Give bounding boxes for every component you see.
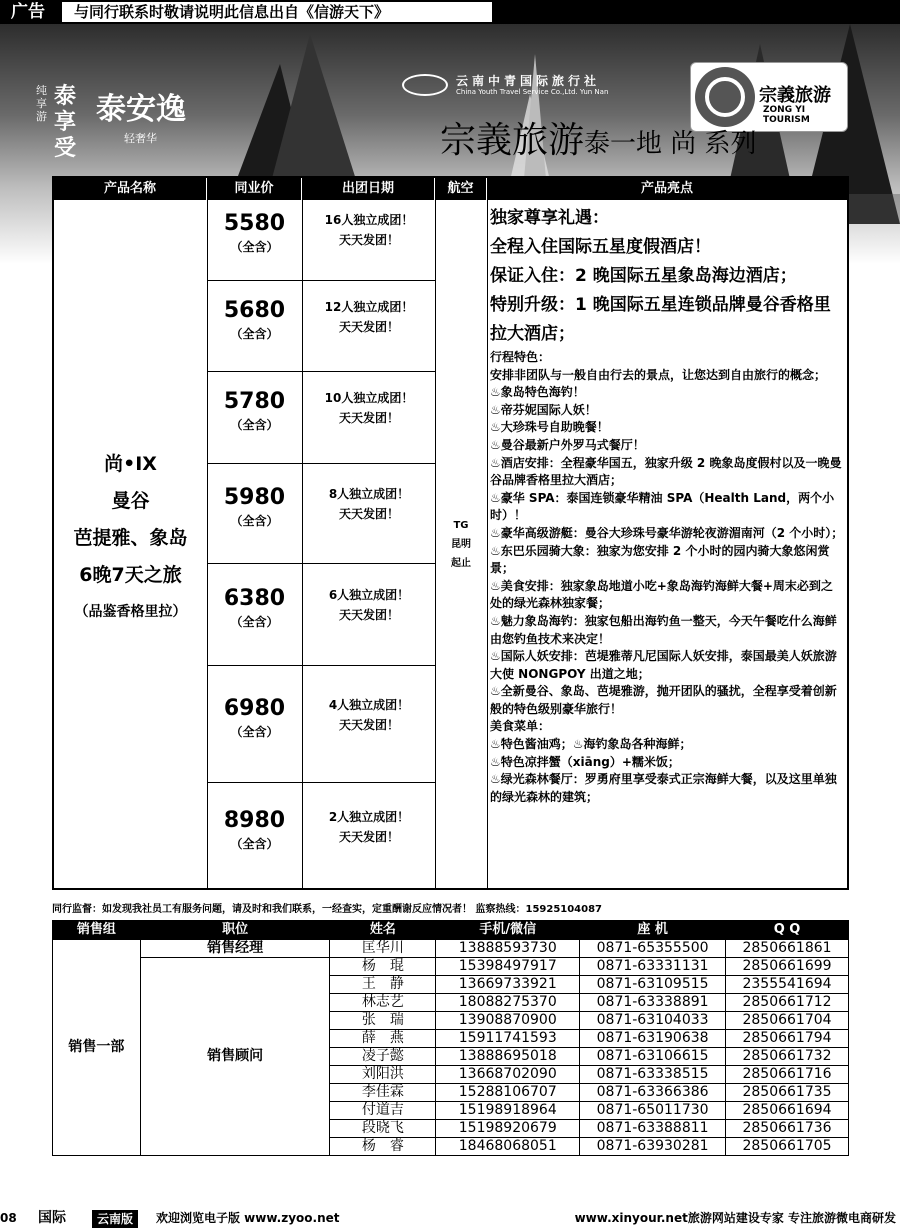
highlight-item: 美食菜单： (490, 719, 551, 734)
highlight-item: ♨豪华高级游艇：曼谷大珍珠号豪华游轮夜游湄南河（2 个小时）； (490, 525, 844, 540)
series-title (440, 112, 860, 160)
page-number: 08 (0, 1211, 17, 1225)
daily-departure: 天天发团！ (338, 320, 399, 334)
highlight-item: ♨全新曼谷、象岛、芭堤雅游，抛开团队的骚扰，全程享受着创新般的特色级别豪华旅行！ (490, 684, 837, 716)
series-sub: 泰一地 尚 系列 (584, 129, 757, 159)
highlight-major: 全程入住国际五星度假酒店！ (490, 237, 711, 257)
staff-name: 刘阳洪 (330, 1066, 436, 1084)
group-size: 6人独立成团！ (328, 588, 410, 602)
footer-section: 国际 (38, 1210, 66, 1226)
sales-dept: 销售一部 (53, 940, 141, 1156)
staff-name: 杨 睿 (330, 1138, 436, 1156)
staff-phone: 0871-63190638 (580, 1030, 726, 1048)
staff-qq: 2850661699 (726, 958, 849, 976)
departure-cell (304, 210, 434, 250)
staff-name: 李佳霖 (330, 1084, 436, 1102)
price-value: 6980 (223, 696, 286, 721)
departure-cell (304, 585, 434, 625)
logo-name-en: ZONG YI TOURISM (763, 105, 810, 125)
staff-phone: 0871-63388811 (580, 1120, 726, 1138)
highlight-item: ♨绿光森林餐厅：罗勇府里享受泰式正宗海鲜大餐，以及这里单独的绿光森林的建筑； (490, 772, 837, 804)
staff-name: 薛 燕 (330, 1030, 436, 1048)
staff-name: 段晓飞 (330, 1120, 436, 1138)
price-row (207, 280, 435, 371)
sub-brand-sub: 轻奢华 (124, 132, 157, 145)
staff-phone: 0871-63338891 (580, 994, 726, 1012)
staff-qq: 2850661736 (726, 1120, 849, 1138)
sub-brand-logo (96, 90, 196, 145)
daily-departure: 天天发团！ (338, 718, 399, 732)
group-size: 2人独立成团！ (328, 810, 410, 824)
group-size: 16人独立成团！ (324, 213, 414, 227)
staff-phone: 0871-63106615 (580, 1048, 726, 1066)
price-row (207, 665, 435, 782)
flight-city: 昆明 (451, 539, 471, 550)
staff-phone: 0871-63104033 (580, 1012, 726, 1030)
highlight-item: ♨国际人妖安排：芭堤雅蒂凡尼国际人妖安排，泰国最美人妖旅游大使 NONGPOY 出道之地； (490, 649, 837, 681)
highlight-item: ♨曼谷最新户外罗马式餐厅！ (490, 437, 645, 452)
footer-browse: 欢迎浏览电子版 www.zyoo.net (156, 1211, 340, 1225)
staff-name: 付道吉 (330, 1102, 436, 1120)
flight-airline: TG (453, 520, 469, 531)
page-footer (0, 1206, 900, 1230)
source-notice: 与同行联系时敬请说明此信息出自《信游天下》 (62, 2, 492, 22)
highlight-item: ♨大珍珠号自助晚餐！ (490, 420, 609, 435)
sales-header-cell: 座 机 (580, 921, 726, 940)
staff-qq: 2850661694 (726, 1102, 849, 1120)
staff-phone: 0871-63930281 (580, 1138, 726, 1156)
position-manager: 销售经理 (140, 940, 330, 958)
staff-qq: 2355541694 (726, 976, 849, 994)
price-cell (207, 297, 302, 342)
sub-brand-main: 泰安逸 (96, 92, 186, 127)
price-incl: （全含） (230, 240, 279, 254)
product-highlights (490, 204, 844, 806)
staff-name: 杨 琨 (330, 958, 436, 976)
departure-cell (304, 695, 434, 735)
group-size: 10人独立成团！ (324, 391, 414, 405)
staff-name: 匡华川 (330, 940, 436, 958)
footer-ad: www.xinyour.net旅游网站建设专家 专注旅游微电商研发 (574, 1211, 896, 1225)
product-city: 曼谷 (111, 490, 150, 512)
ad-tag: 广告 (11, 2, 45, 22)
price-value: 8980 (223, 808, 286, 833)
staff-qq: 2850661704 (726, 1012, 849, 1030)
product-table (52, 176, 849, 890)
product-days: 6晚7天之旅 (79, 564, 182, 586)
staff-mobile: 15398497917 (436, 958, 580, 976)
table-row (53, 940, 849, 958)
staff-mobile: 13888695018 (436, 1048, 580, 1066)
sales-header-cell: 手机/微信 (436, 921, 580, 940)
slogan-big: 泰享受 (54, 84, 77, 161)
product-table-header (54, 178, 847, 200)
daily-departure: 天天发团！ (338, 411, 399, 425)
highlight-item: 行程特色： (490, 350, 551, 364)
staff-mobile: 15198920679 (436, 1120, 580, 1138)
staff-mobile: 15911741593 (436, 1030, 580, 1048)
price-cell (207, 484, 302, 529)
price-row (207, 200, 435, 280)
col-highlights: 产品亮点 (640, 181, 693, 196)
col-departure: 出团日期 (302, 178, 435, 200)
price-value: 5580 (223, 211, 286, 236)
col-price: 同业价 (207, 178, 302, 200)
departure-cell (304, 484, 434, 524)
series-main: 宗義旅游 (440, 120, 585, 161)
footer-edition: 云南版 (92, 1210, 138, 1228)
staff-phone: 0871-63109515 (580, 976, 726, 994)
price-row (207, 782, 435, 890)
highlight-item: ♨象岛特色海钓！ (490, 385, 585, 400)
staff-mobile: 13668702090 (436, 1066, 580, 1084)
highlight-major: 特别升级：1 晚国际五星连锁品牌曼谷香格里拉大酒店； (490, 295, 831, 344)
col-flight: 航空 (435, 178, 487, 200)
departure-cell (304, 388, 434, 428)
highlight-item: ♨东巴乐园骑大象：独家为您安排 2 个小时的园内骑大象悠闲赏景； (490, 543, 830, 576)
staff-qq: 2850661732 (726, 1048, 849, 1066)
agency-name-cn: 云南中青国际旅行社 (456, 74, 601, 88)
product-name (54, 446, 207, 631)
position-advisor: 销售顾问 (140, 958, 330, 1156)
staff-name: 王 静 (330, 976, 436, 994)
price-incl: （全含） (230, 615, 279, 629)
price-cell (207, 585, 302, 630)
sales-header-cell: 职位 (140, 921, 330, 940)
price-incl: （全含） (230, 514, 279, 528)
agency-emblem-icon (402, 74, 448, 96)
staff-name: 林志艺 (330, 994, 436, 1012)
staff-phone: 0871-65011730 (580, 1102, 726, 1120)
departure-cell (304, 807, 434, 847)
daily-departure: 天天发团！ (338, 233, 399, 247)
highlight-item: ♨特色酱油鸡；♨海钓象岛各种海鲜； (490, 737, 692, 752)
sales-contact-table (52, 920, 849, 1156)
table-row (53, 958, 849, 976)
price-incl: （全含） (230, 837, 279, 851)
highlight-item: ♨豪华 SPA：泰国连锁豪华精油 SPA（Health Land，两个小时）！ (490, 490, 835, 523)
price-value: 5980 (223, 485, 286, 510)
price-cell (207, 210, 302, 255)
highlight-major: 独家尊享礼遇： (490, 208, 609, 228)
highlight-item: ♨特色凉拌蟹（xiāng）+糯米饭； (490, 754, 680, 769)
staff-phone: 0871-63331131 (580, 958, 726, 976)
highlight-item: ♨美食安排：独家象岛地道小吃+象岛海钓海鲜大餐+周末必到之处的绿光森林独家餐； (490, 578, 833, 611)
staff-qq: 2850661705 (726, 1138, 849, 1156)
agency-info (402, 72, 692, 116)
price-row (207, 563, 435, 665)
sales-header-cell: 姓名 (330, 921, 436, 940)
staff-mobile: 13888593730 (436, 940, 580, 958)
price-cell (207, 388, 302, 433)
highlight-item: ♨酒店安排：全程豪华国五，独家升级 2 晚象岛度假村以及一晚曼谷品牌香格里拉大酒店； (490, 455, 842, 488)
highlight-major: 保证入住：2 晚国际五星象岛海边酒店； (490, 266, 797, 286)
staff-mobile: 13908870900 (436, 1012, 580, 1030)
highlight-item: 安排非团队与一般自由行去的景点，让您达到自由旅行的概念； (490, 367, 827, 382)
col-product: 产品名称 (54, 178, 207, 200)
agency-name-en: China Youth Travel Service Co.,Ltd. Yun Nan (456, 88, 609, 96)
product-code: 尚•IX (104, 453, 157, 475)
staff-mobile: 15198918964 (436, 1102, 580, 1120)
departure-cell (304, 297, 434, 337)
price-row (207, 371, 435, 463)
flight-info (437, 516, 485, 573)
staff-name: 凌子懿 (330, 1048, 436, 1066)
price-incl: （全含） (230, 327, 279, 341)
staff-qq: 2850661716 (726, 1066, 849, 1084)
sales-header-cell: Q Q (726, 921, 849, 940)
price-row (207, 463, 435, 563)
staff-mobile: 15288106707 (436, 1084, 580, 1102)
highlight-item: ♨魅力象岛海钓：独家包船出海钓鱼一整天，今天午餐吃什么海鲜由您钓鱼技术来决定！ (490, 613, 837, 646)
supervision-notice: 同行监督：如发现我社员工有服务问题，请及时和我们联系，一经查实，定重酬谢反应情况者！ 监察热线：15925104087 (52, 904, 603, 915)
price-cell (207, 695, 302, 740)
price-incl: （全含） (230, 418, 279, 432)
daily-departure: 天天发团！ (338, 830, 399, 844)
group-size: 8人独立成团！ (328, 487, 410, 501)
staff-mobile: 18468068051 (436, 1138, 580, 1156)
price-incl: （全含） (230, 725, 279, 739)
product-route: 芭提雅、象岛 (73, 527, 188, 549)
staff-mobile: 18088275370 (436, 994, 580, 1012)
staff-qq: 2850661735 (726, 1084, 849, 1102)
top-bar (0, 0, 900, 24)
group-size: 12人独立成团！ (324, 300, 414, 314)
flight-dep: 起止 (451, 558, 471, 569)
staff-phone: 0871-63366386 (580, 1084, 726, 1102)
staff-phone: 0871-63338515 (580, 1066, 726, 1084)
product-note: （品鉴香格里拉） (74, 604, 187, 620)
staff-mobile: 13669733921 (436, 976, 580, 994)
sales-header-cell: 销售组 (53, 921, 141, 940)
price-value: 5680 (223, 298, 286, 323)
price-value: 6380 (223, 586, 286, 611)
group-size: 4人独立成团！ (328, 698, 410, 712)
price-value: 5780 (223, 389, 286, 414)
daily-departure: 天天发团！ (338, 608, 399, 622)
staff-qq: 2850661861 (726, 940, 849, 958)
highlight-item: ♨帝芬妮国际人妖！ (490, 402, 597, 417)
staff-qq: 2850661794 (726, 1030, 849, 1048)
logo-name-cn: 宗義旅游 (759, 85, 831, 106)
slogan-small: 纯享游 (36, 84, 47, 123)
price-cell (207, 807, 302, 852)
daily-departure: 天天发团！ (338, 507, 399, 521)
staff-name: 张 瑞 (330, 1012, 436, 1030)
staff-phone: 0871-65355500 (580, 940, 726, 958)
staff-qq: 2850661712 (726, 994, 849, 1012)
